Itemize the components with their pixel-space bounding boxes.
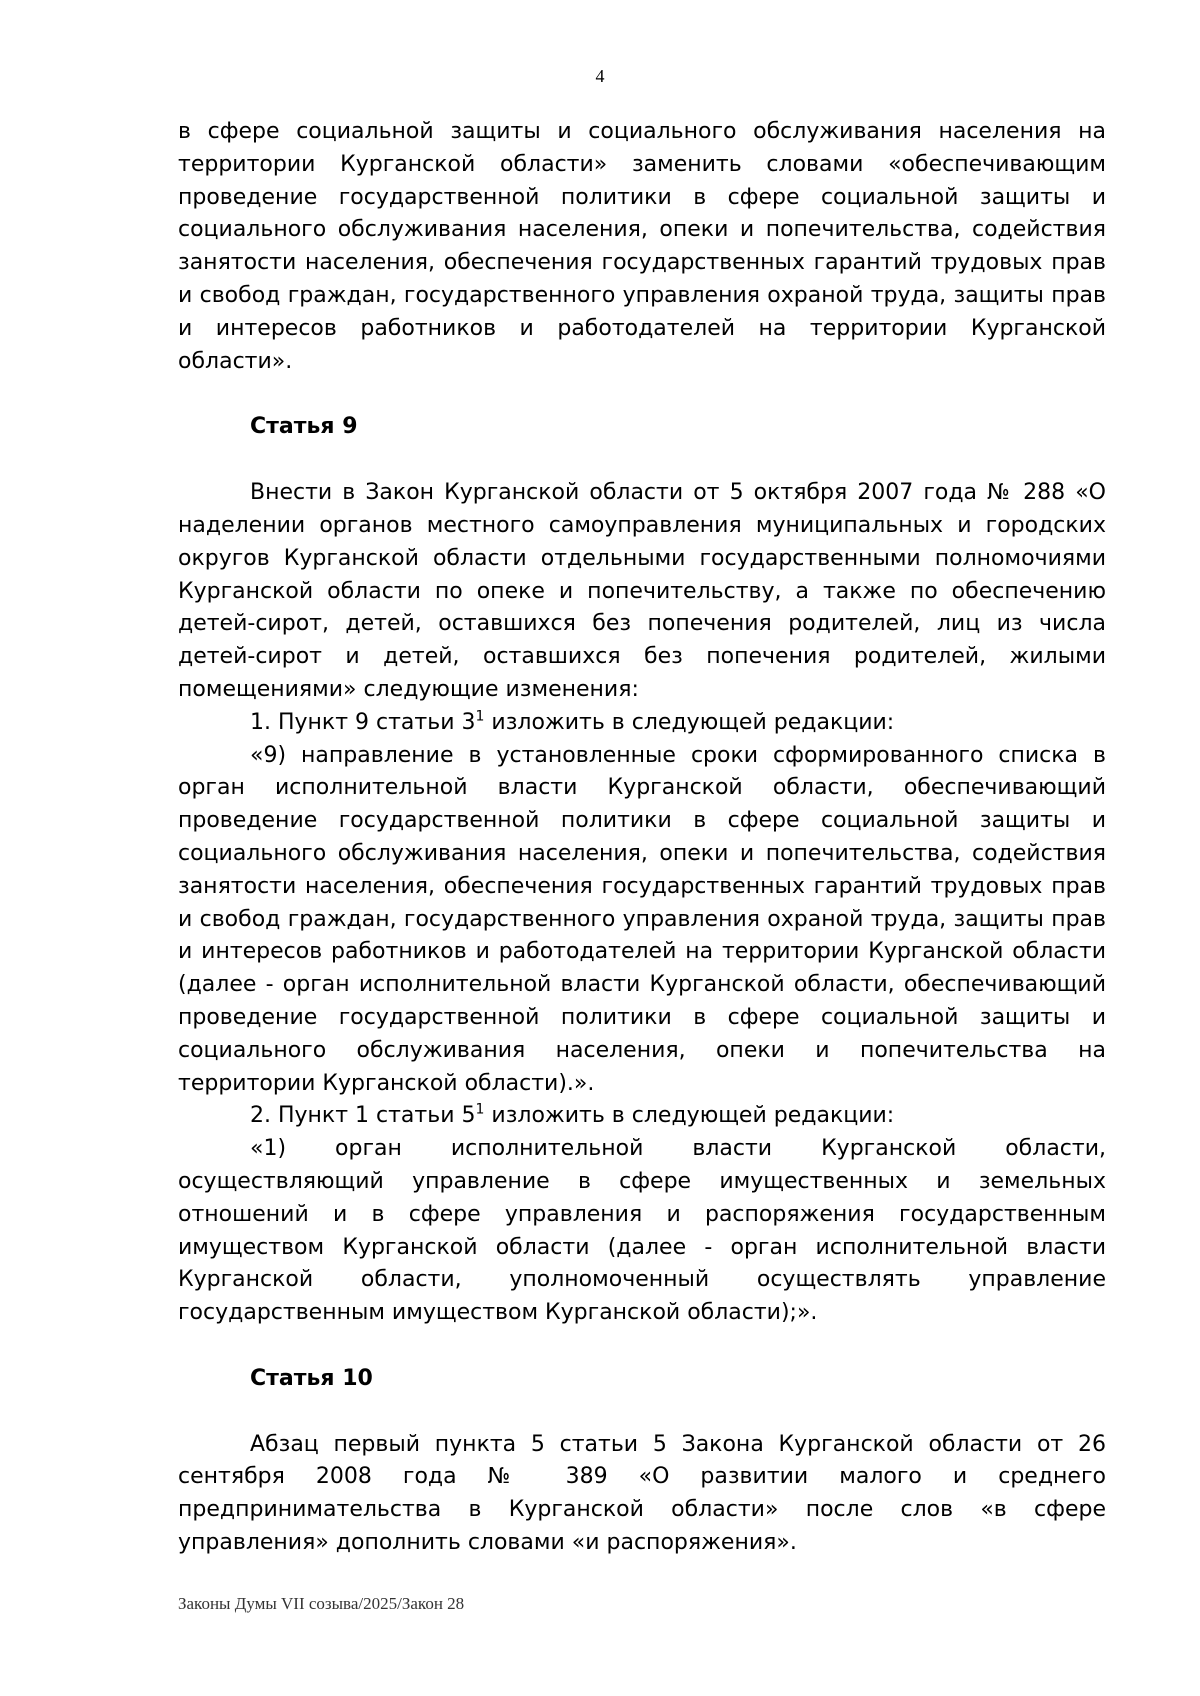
article-10-heading: Статья 10 — [250, 1365, 373, 1391]
item-1-superscript: 1 — [475, 708, 485, 725]
item-2-text-end: изложить в следующей редакции: — [484, 1103, 895, 1129]
footer-reference: Законы Думы VII созыва/2025/Закон 28 — [178, 1594, 465, 1613]
page-number: 4 — [595, 66, 605, 86]
article-10-text: Абзац первый пункта 5 статьи 5 Закона Курганской области от 26 сентября 2008 года № 389 «О развитии малого и среднего предпринимательства в Курганской области» после слов «в сфере управления» дополнить словами «и распоряжения». — [178, 1431, 1106, 1556]
article-9-intro: Внести в Закон Курганской области от 5 октября 2007 года № 288 «О наделении органов местного самоуправления муниципальных и городских округов Курганской области отдельными государственными полномочиями Курганской области по опеке и попечительству, а также по обеспечению детей-сирот, детей, оставшихся без попечения родителей, лиц из числа детей-сирот и детей, оставшихся без попечения родителей, жилыми помещениями» следующие изменения: — [178, 480, 1106, 702]
article-9-item-2 — [178, 1100, 1106, 1133]
document-body — [178, 116, 1106, 1560]
article-9-item-1 — [178, 707, 1106, 740]
paragraph-continuation: в сфере социальной защиты и социального обслуживания населения на территории Курганской области» заменить словами «обеспечивающим проведение государственной политики в сфере социальной защиты и социального обслуживания населения, опеки и попечительства, содействия занятости населения, обеспечения государственных гарантий трудовых прав и свобод граждан, государственного управления охраной труда, защиты прав и интересов работников и работодателей на территории Курганской области». — [178, 119, 1106, 374]
article-9-item-2-quote: «1) орган исполнительной власти Курганской области, осуществляющий управление в сфере имущественных и земельных отношений и в сфере управления и распоряжения государственным имуществом Курганской области (далее - орган исполнительной власти Курганской области, уполномоченный осуществлять управление государственным имуществом Курганской области);». — [178, 1136, 1106, 1326]
article-9-item-1-quote: «9) направление в установленные сроки сформированного списка в орган исполнительной власти Курганской области, обеспечивающий проведение государственной политики в сфере социальной защиты и социального обслуживания населения, опеки и попечительства, содействия занятости населения, обеспечения государственных гарантий трудовых прав и свобод граждан, государственного управления охраной труда, защиты прав и интересов работников и работодателей на территории Курганской области (далее - орган исполнительной власти Курганской области, обеспечивающий проведение государственной политики в сфере социальной защиты и социального обслуживания населения, опеки и попечительства на территории Курганской области).». — [178, 742, 1106, 1096]
item-1-text-start: 1. Пункт 9 статьи 3 — [250, 709, 476, 735]
item-2-text-start: 2. Пункт 1 статьи 5 — [250, 1103, 476, 1129]
article-9-heading: Статья 9 — [250, 414, 358, 440]
item-2-superscript: 1 — [475, 1101, 485, 1118]
item-1-text-end: изложить в следующей редакции: — [484, 709, 895, 735]
